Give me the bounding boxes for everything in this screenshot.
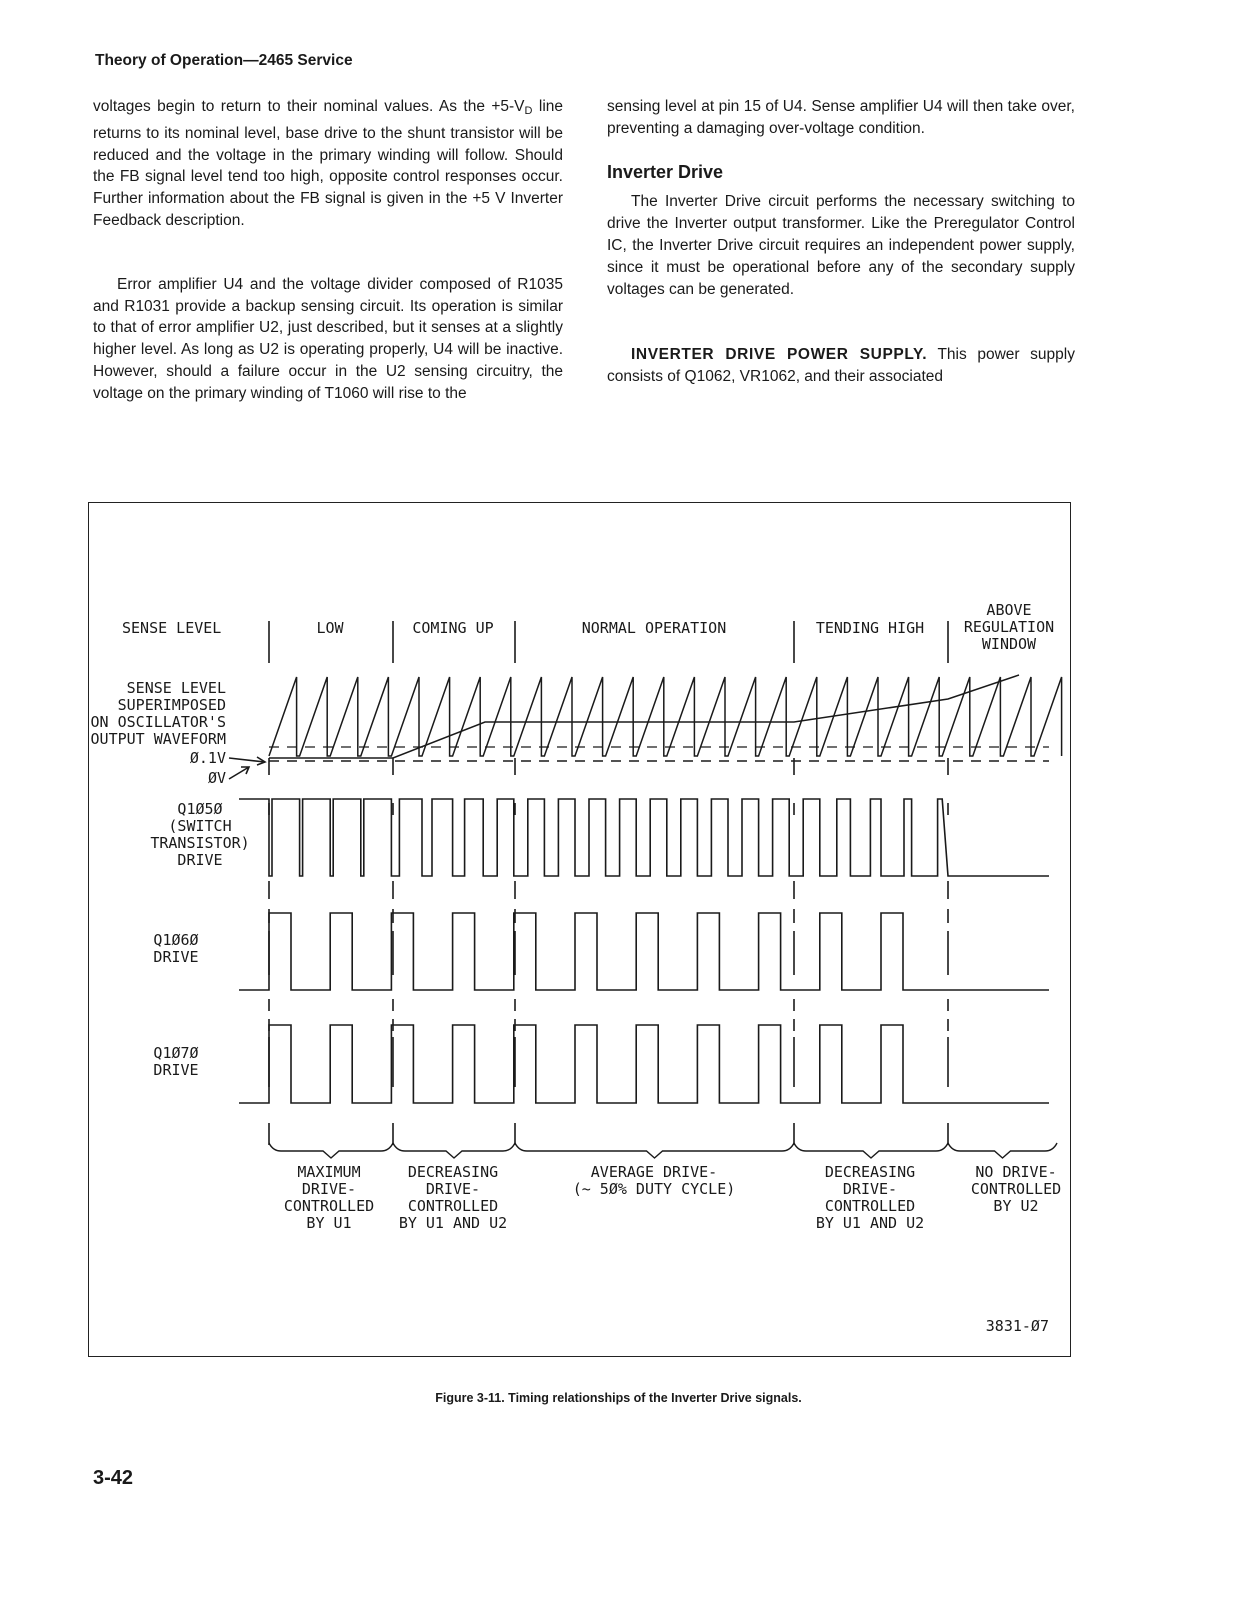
superimposed-label: SUPERIMPOSED (117, 696, 226, 714)
brace-label: MAXIMUM (297, 1163, 361, 1181)
region-label-above: REGULATION (963, 618, 1055, 636)
q1050-label: Q1Ø5Ø (177, 800, 223, 818)
superimposed-label: ON OSCILLATOR'S (90, 713, 226, 731)
left-column (93, 96, 563, 405)
brace-label: CONTROLLED (283, 1197, 375, 1215)
brace-label: BY U2 (993, 1197, 1039, 1215)
brace-label: BY U1 AND U2 (815, 1214, 925, 1232)
region-label-above: WINDOW (981, 635, 1037, 653)
q1070-drive-waveform (239, 1025, 1049, 1103)
q1060-drive-waveform (239, 913, 1049, 990)
q1050-label: (SWITCH (168, 817, 232, 835)
region-label-low: LOW (316, 619, 344, 637)
running-header: Theory of Operation—2465 Service (95, 52, 353, 69)
superimposed-label: OUTPUT WAVEFORM (90, 730, 226, 748)
right-column (607, 96, 1075, 388)
q1070-label: Q1Ø7Ø (153, 1044, 199, 1062)
brace-label: BY U1 (306, 1214, 352, 1232)
paragraph: INVERTER DRIVE POWER SUPPLY. This power supply consists of Q1062, VR1062, and their associated (607, 346, 1075, 386)
sense-level-label: SENSE LEVEL (122, 619, 222, 637)
q1070-label: DRIVE (153, 1061, 199, 1079)
timing-diagram-svg (89, 503, 1072, 1358)
oscillator-sawtooth (269, 677, 1062, 756)
region-brace (948, 1143, 1057, 1158)
brace-label: DRIVE- (301, 1180, 357, 1198)
region-label-normal: NORMAL OPERATION (581, 619, 727, 637)
q1050-label: TRANSISTOR) (150, 834, 250, 852)
section-heading: Inverter Drive (607, 161, 724, 182)
brace-label: NO DRIVE- (975, 1163, 1057, 1181)
brace-label: CONTROLLED (824, 1197, 916, 1215)
brace-label: CONTROLLED (407, 1197, 499, 1215)
timing-diagram (88, 502, 1071, 1357)
region-brace (393, 1143, 515, 1158)
region-brace (794, 1143, 948, 1158)
q1050-label: DRIVE (177, 851, 223, 869)
zero-one-volt-label: Ø.1V (189, 749, 226, 767)
q1060-label: Q1Ø6Ø (153, 931, 199, 949)
region-label-tending-high: TENDING HIGH (815, 619, 925, 637)
figure-id: 3831-Ø7 (985, 1317, 1049, 1335)
brace-label: DECREASING (407, 1163, 499, 1181)
page-number: 3-42 (93, 1467, 134, 1489)
brace-label: DRIVE- (425, 1180, 481, 1198)
superimposed-label: SENSE LEVEL (126, 679, 226, 697)
zero-volt-label: ØV (207, 769, 226, 787)
paragraph: The Inverter Drive circuit performs the necessary switching to drive the Inverter output transformer. Like the Preregulator Control IC, the Inverter Drive circuit requires an independent power supply, since it must be operational before any of the secondary supply voltages can be generated. (607, 193, 1075, 298)
brace-label: CONTROLLED (970, 1180, 1062, 1198)
brace-label: BY U1 AND U2 (398, 1214, 508, 1232)
sense-level-trace (269, 675, 1019, 758)
run-in-heading: INVERTER DRIVE POWER SUPPLY. (631, 346, 928, 364)
region-label-above: ABOVE (986, 601, 1032, 619)
brace-label: (~ 5Ø% DUTY CYCLE) (572, 1180, 736, 1198)
brace-label: AVERAGE DRIVE- (590, 1163, 718, 1181)
paragraph: Error amplifier U4 and the voltage divider composed of R1035 and R1031 provide a backup sensing circuit. Its operation is similar to that of error amplifier U2, just described, but it senses at a slightly higher level. As long as U2 is operating properly, U4 will be inactive. However, should a failure occur in the U2 sensing circuitry, the voltage on the primary winding of T1060 will rise to the (93, 275, 563, 402)
paragraph: voltages begin to return to their nominal values. As the $+5-V_D$ line returns to its nominal level, base drive to the shunt transistor will be reduced and the voltage in the primary winding will follow. Should the FB signal level tend too high, opposite control responses occur. Further information about the FB signal is given in the +5 V Inverter Feedback description. (93, 98, 563, 229)
region-brace (269, 1143, 393, 1158)
paragraph: sensing level at pin 15 of U4. Sense amplifier U4 will then take over, preventing a damaging over-voltage condition. (607, 98, 1075, 137)
region-brace (515, 1143, 794, 1158)
brace-label: DRIVE- (842, 1180, 898, 1198)
q1060-label: DRIVE (153, 948, 199, 966)
region-label-coming-up: COMING UP (412, 619, 494, 637)
q1050-drive-waveform (239, 799, 1049, 876)
figure-caption: Figure 3-11. Timing relationships of the Inverter Drive signals. (435, 1391, 802, 1405)
brace-label: DECREASING (824, 1163, 916, 1181)
